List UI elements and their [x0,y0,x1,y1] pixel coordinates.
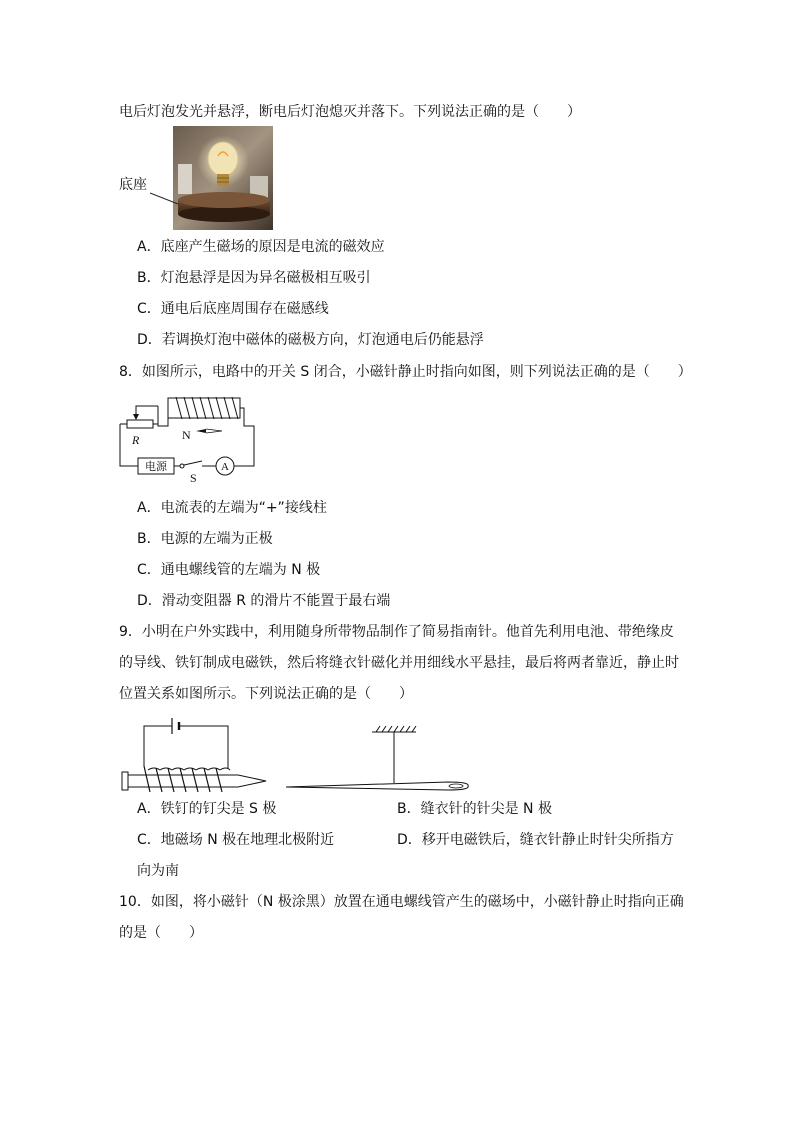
q8-option-c: C．通电螺线管的左端为 N 极 [137,562,321,578]
q9-option-d-continued: 向为南 [137,863,179,879]
q7-stem: 电后灯泡发光并悬浮，断电后灯泡熄灭并落下。下列说法正确的是（ ） [119,104,581,120]
q7-figure-label: 底座 [119,177,147,193]
q7-option-c: C．通电后底座周围存在磁感线 [137,301,329,317]
q10-stem-line-1: 10．如图，将小磁针（N 极涂黑）放置在通电螺线管产生的磁场中，小磁针静止时指向正确 [119,894,684,910]
q8-option-a: A．电流表的左端为“+”接线柱 [137,500,327,516]
q9-stem-line-1: 9．小明在户外实践中，利用随身所带物品制作了简易指南针。他首先利用电池、带绝缘皮 [119,624,674,640]
q9-option-a: A．铁钉的钉尖是 S 极 [137,801,277,817]
q9-option-c: C．地磁场 N 极在地理北极附近 [137,832,335,848]
q9-option-d: D．移开电磁铁后，缝衣针静止时针尖所指方 [397,832,674,848]
q7-option-a: A．底座产生磁场的原因是电流的磁效应 [137,239,385,255]
q9-option-b: B．缝衣针的针尖是 N 极 [397,801,552,817]
q8-label-r: R [132,433,140,447]
q8-label-source: 电源 [145,460,167,473]
q8-circuit-diagram [118,394,258,484]
q8-stem: 8．如图所示，电路中的开关 S 闭合，小磁针静止时指向如图，则下列说法正确的是（ ） [119,364,692,380]
q8-option-b: B．电源的左端为正极 [137,531,273,547]
q9-electromagnet-needle-diagram [118,716,478,798]
levitating-bulb-photo [150,126,275,230]
q9-stem-line-2: 的导线、铁钉制成电磁铁，然后将缝衣针磁化并用细线水平悬挂，最后将两者靠近，静止时 [119,655,679,671]
q10-stem-line-2: 的是（ ） [119,925,203,941]
q8-label-a: A [221,461,229,473]
q9-stem-line-3: 位置关系如图所示。下列说法正确的是（ ） [119,686,413,702]
q7-option-d: D．若调换灯泡中磁体的磁极方向，灯泡通电后仍能悬浮 [137,332,484,348]
q8-label-n: N [182,428,191,442]
q8-label-s: S [190,471,197,484]
q8-option-d: D．滑动变阻器 R 的滑片不能置于最右端 [137,593,391,609]
q7-option-b: B．灯泡悬浮是因为异名磁极相互吸引 [137,270,371,286]
